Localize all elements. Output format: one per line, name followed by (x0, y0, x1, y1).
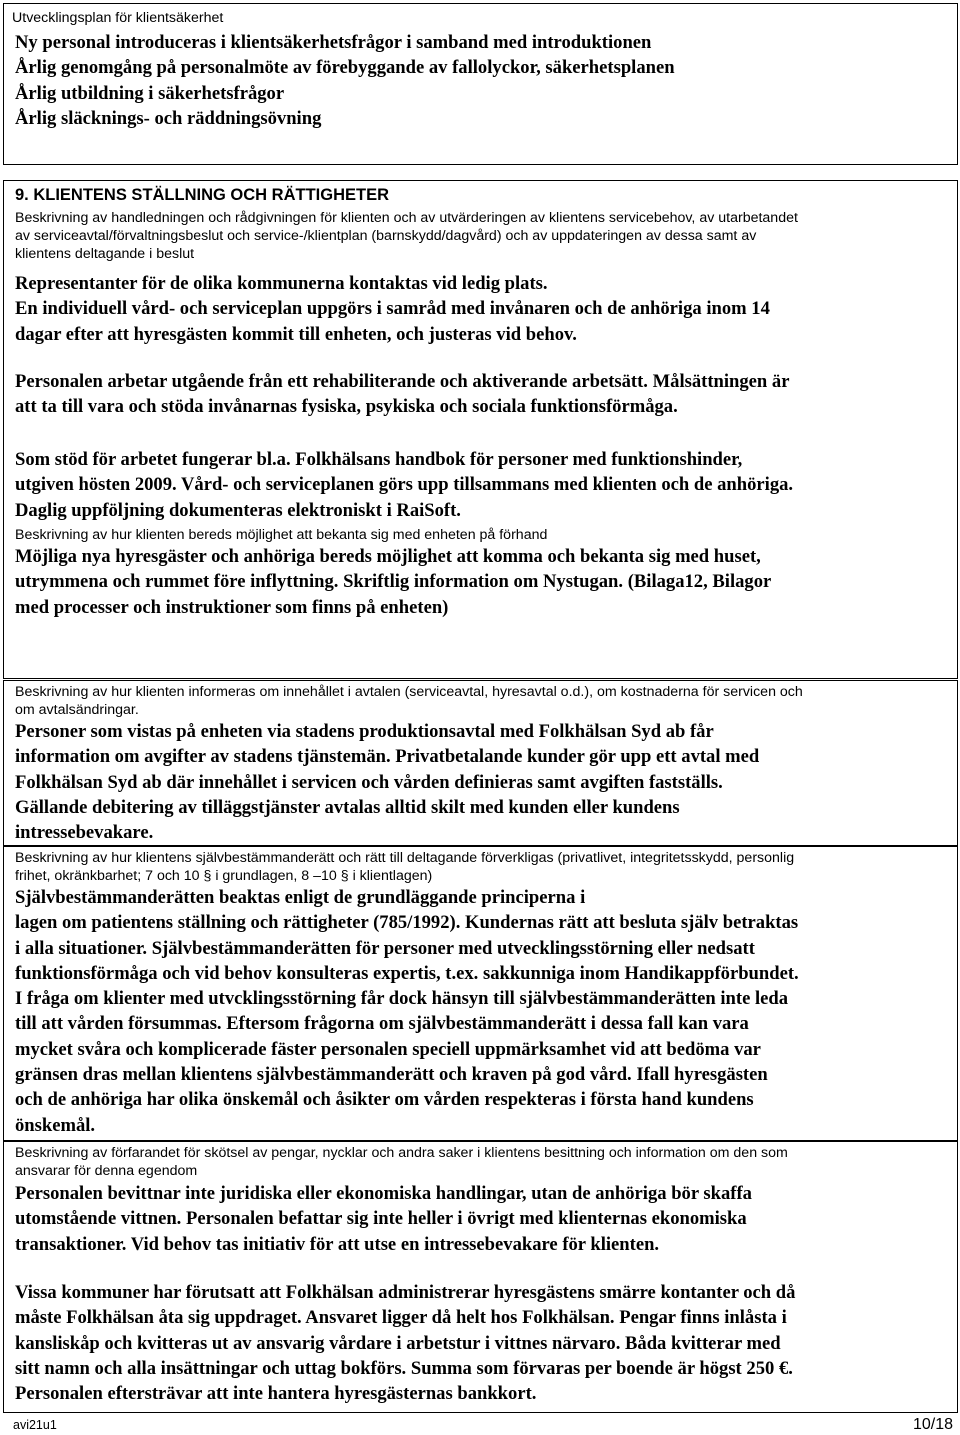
paragraph-line: utgiven hösten 2009. Vård- och serviceplanen görs upp tillsammans med klienten och de anhöriga. (15, 474, 794, 496)
paragraph-line: Representanter för de olika kommunerna kontaktas vid ledig plats. (15, 273, 548, 294)
paragraph-line: till att vården försummas. Eftersom frågorna om självbestämmanderätt i dessa fall kan vara (15, 1013, 749, 1035)
paragraph-line: att ta till vara och stöda invånarnas fysiska, psykiska och sociala funktionsförmåga. (15, 396, 678, 418)
section-money-handling-box (3, 1141, 958, 1413)
paragraph-line: Som stöd för arbetet fungerar bl.a. Folkhälsans handbok för personer med funktionshinder, (15, 449, 743, 470)
paragraph-line: lagen om patientens ställning och rättigheter (785/1992). Kundernas rätt att besluta själv betraktas (15, 912, 799, 934)
paragraph-line: gränsen dras mellan klientens självbestämmanderätt och kraven på god vård. Ifall hyresgästen (15, 1064, 768, 1086)
paragraph-cash-handling (4, 1280, 957, 1406)
paragraph-support (4, 447, 957, 523)
description-line: Beskrivning av handledningen och rådgivningen för klienten och av utvärderingen av klientens servicebehov, av utarbetandet (15, 210, 798, 226)
section-self-determination-box (3, 846, 958, 1141)
paragraph-line: utrymmena och rummet före inflyttning. Skriftlig information om Nystugan. (Bilaga12, Bilagor (15, 571, 772, 593)
paragraph-line: Möjliga nya hyresgäster och anhöriga bereds möjlighet att komma och bekanta sig med huset, (15, 546, 761, 567)
paragraph-line: Daglig uppföljning dokumenteras elektroniskt i RaiSoft. (15, 499, 461, 521)
section-client-rights-box (3, 180, 958, 679)
description-line: Beskrivning av förfarandet för skötsel av pengar, nycklar och andra saker i klientens besittning och information om den som (15, 1145, 788, 1161)
paragraph-line: i alla situationer. Självbestämmanderätten för personer med utvecklingsstörning eller nedsatt (15, 937, 755, 959)
paragraph-line: kansliskåp och kvitteras ut av ansvarig vårdare i arbetstur i vittnes närvaro. Båda kvitterar med (15, 1332, 781, 1354)
paragraph-line: I fråga om klienter med utvcklingsstörning får dock hänsyn till självbestämmanderätten inte leda (15, 988, 789, 1010)
description-money-handling (4, 1144, 957, 1180)
paragraph-line: Personalen bevittnar inte juridiska eller ekonomiska handlingar, utan de anhöriga bör skaffa (15, 1183, 752, 1204)
section-heading: 9. KLIENTENS STÄLLNING OCH RÄTTIGHETER (15, 186, 390, 204)
paragraph-line: Personer som vistas på enheten via stadens produktionsavtal med Folkhälsan Syd ab får (15, 721, 714, 742)
paragraph-line: med processer och instruktioner som finns på enheten) (15, 596, 449, 618)
list-item: Årlig utbildning i säkerhetsfrågor (15, 82, 285, 104)
section-contract-info-box (3, 680, 958, 846)
paragraph-fees (4, 719, 957, 845)
paragraph-line: önskemål. (15, 1114, 96, 1136)
paragraph-new-tenants (4, 544, 957, 620)
safety-plan-title: Utvecklingsplan för klientsäkerhet (12, 10, 224, 26)
paragraph-line: transaktioner. Vid behov tas initiativ för att utse en intressebevakare för klienten. (15, 1233, 660, 1255)
description-line: klientens deltagande i beslut (15, 246, 195, 262)
paragraph-line: Folkhälsan Syd ab där innehållet i servicen och vården definieras samt avgiften fastställs. (15, 771, 723, 793)
paragraph-representatives (4, 271, 957, 347)
paragraph-line: Vissa kommuner har förutsatt att Folkhälsan administrerar hyresgästens smärre kontanter och då (15, 1282, 796, 1303)
description-guidance (4, 209, 957, 263)
paragraph-line: Självbestämmanderätten beaktas enligt de grundläggande principerna i (15, 887, 586, 908)
description-line: av serviceavtal/förvaltningsbeslut och service-/klientplan (barnskydd/dagvård) och av uppdateringen av dessa samt av (15, 228, 757, 244)
paragraph-line: sitt namn och alla insättningar och uttag bokförs. Summa som förvaras per boende är högst 250 €. (15, 1357, 793, 1379)
paragraph-line: dagar efter att hyresgästen kommit till enheten, och justeras vid behov. (15, 323, 577, 345)
list-item: Årlig genomgång på personalmöte av förebyggande av fallolyckor, säkerhetsplanen (15, 57, 675, 79)
paragraph-line: måste Folkhälsan åta sig uppdraget. Ansvaret ligger då helt hos Folkhälsan. Pengar finns inlåsta i (15, 1307, 787, 1329)
footer-page-number: 10/18 (912, 1416, 953, 1433)
description-line: Beskrivning av hur klientens självbestämmanderätt och rätt till deltagande förverkligas (privatlivet, integritetsskydd, personlig (15, 850, 795, 866)
paragraph-line: Personalen arbetar utgående från ett rehabiliterande och aktiverande arbetsätt. Målsättningen är (15, 371, 790, 392)
paragraph-line: och de anhöriga har olika önskemål och åsikter om vården respekteras i första hand kundens (15, 1089, 754, 1111)
paragraph-witnesses (4, 1181, 957, 1257)
paragraph-line: utomstående vittnen. Personalen befattar sig inte heller i övrigt med klienternas ekonomiska (15, 1208, 747, 1230)
paragraph-line: funktionsförmåga och vid behov konsulteras expertis, t.ex. sakkunniga inom Handikappförbundet. (15, 962, 799, 984)
paragraph-line: intressebevakare. (15, 822, 154, 844)
paragraph-rehabilitation (4, 369, 957, 420)
description-line: ansvarar för denna egendom (15, 1163, 198, 1179)
paragraph-line: Personalen eftersträvar att inte hantera hyresgästernas bankkort. (15, 1383, 537, 1405)
description-contracts (4, 683, 957, 719)
paragraph-line: En individuell vård- och serviceplan uppgörs i samråd med invånaren och de anhöriga inom 14 (15, 298, 770, 320)
paragraph-self-determination (4, 885, 957, 1138)
footer-doc-code: avi21u1 (13, 1418, 57, 1432)
paragraph-line: Gällande debitering av tilläggstjänster avtalas alltid skilt med kunden eller kundens (15, 796, 680, 818)
description-self-determination (4, 849, 957, 885)
paragraph-line: information om avgifter av stadens tjänstemän. Privatbetalande kunder gör upp ett avtal med (15, 746, 760, 768)
description-line: frihet, okränkbarhet; 7 och 10 § i grundlagen, 8 –10 § i klientlagen) (15, 868, 433, 884)
list-item: Ny personal introduceras i klientsäkerhetsfrågor i samband med introduktionen (15, 32, 652, 53)
list-item: Årlig släcknings- och räddningsövning (15, 107, 322, 129)
description-familiarize (4, 526, 957, 544)
section-safety-plan-box (3, 3, 958, 165)
paragraph-line: mycket svåra och komplicerade fäster personalen speciell uppmärksamhet vid att bedöma var (15, 1038, 761, 1060)
description-line: Beskrivning av hur klienten bereds möjlighet att bekanta sig med enheten på förhand (15, 527, 548, 543)
description-line: Beskrivning av hur klienten informeras om innehållet i avtalen (serviceavtal, hyresavtal o.d.), om kostnaderna för servicen och (15, 684, 803, 700)
description-line: om avtalsändringar. (15, 702, 139, 718)
safety-plan-list (4, 30, 957, 131)
